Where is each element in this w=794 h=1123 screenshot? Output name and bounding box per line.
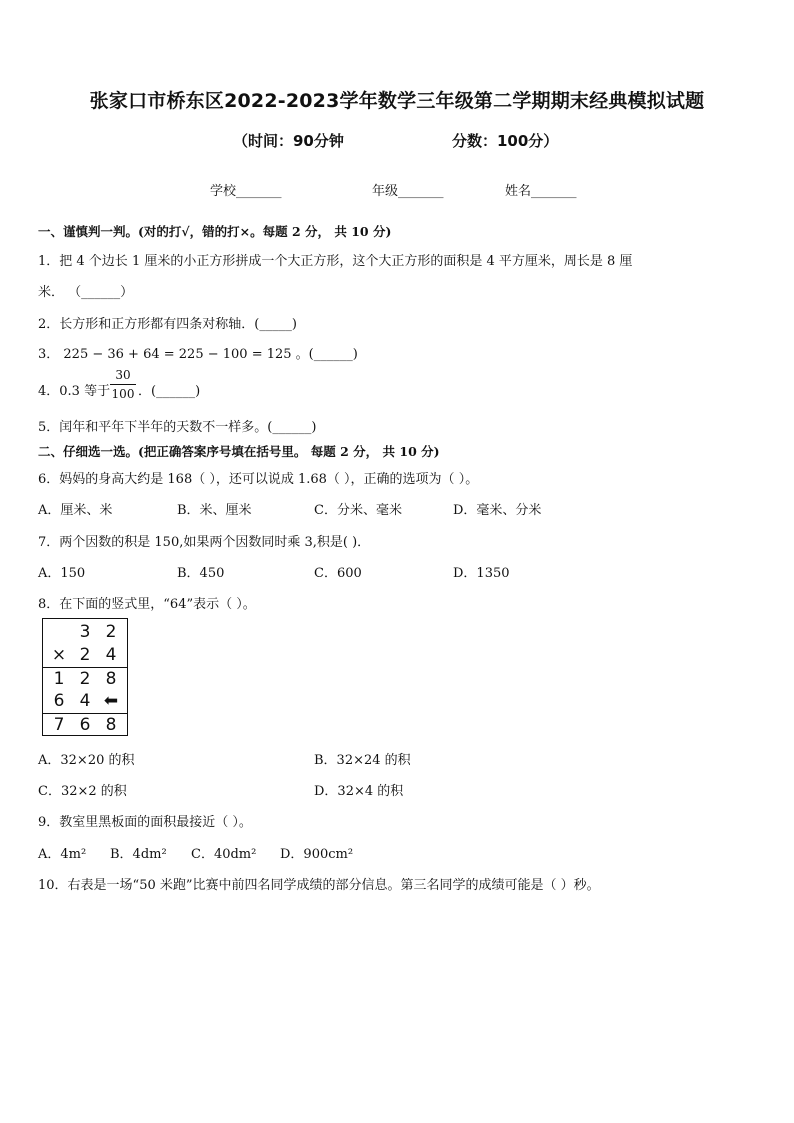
q9-option-d: D．900cm² xyxy=(280,847,354,862)
q7-option-a: A．150 xyxy=(38,566,86,581)
q9-option-a: A．4m² xyxy=(38,847,87,862)
digit: 2 xyxy=(105,622,117,642)
page-title: 张家口市桥东区2022-2023学年数学三年级第二学期期末经典模拟试题 xyxy=(89,90,705,112)
digit: 1 xyxy=(53,669,65,689)
school-field: 学校_______ xyxy=(210,184,282,199)
arrow-left-icon: ⬅ xyxy=(103,691,119,711)
name-field: 姓名_______ xyxy=(505,184,577,199)
q7-option-d: D．1350 xyxy=(453,566,510,581)
digit: 8 xyxy=(105,669,117,689)
vertical-row-partial1 xyxy=(43,668,127,690)
grade-field: 年级_______ xyxy=(372,184,444,199)
section2-header: 二、仔细选一选。(把正确答案序号填在括号里。 每题 2 分， 共 10 分) xyxy=(38,444,440,459)
q8-option-b: B．32×24 的积 xyxy=(314,753,411,768)
q9-option-c: C．40dm² xyxy=(191,847,257,862)
question-7: 7．两个因数的积是 150,如果两个因数同时乘 3,积是( )． xyxy=(38,535,371,550)
question-9: 9．教室里黑板面的面积最接近（ ）。 xyxy=(38,815,252,830)
question-8: 8．在下面的竖式里，“64”表示（ ）。 xyxy=(38,597,256,612)
exam-time: （时间：90分钟 xyxy=(233,132,344,150)
q8-option-d: D．32×4 的积 xyxy=(314,784,404,799)
times-sign: × xyxy=(51,645,67,665)
question-10: 10．右表是一场“50 米跑”比赛中前四名同学成绩的部分信息。第三名同学的成绩可能是（ ）秒。 xyxy=(38,878,600,893)
q7-option-c: C．600 xyxy=(314,566,362,581)
digit: 2 xyxy=(79,669,91,689)
q6-option-b: B．米、厘米 xyxy=(177,503,252,518)
digit: 4 xyxy=(79,691,91,711)
question-6: 6．妈妈的身高大约是 168（ ），还可以说成 1.68（ ），正确的选项为（ ）。 xyxy=(38,472,479,487)
q7-option-b: B．450 xyxy=(177,566,225,581)
section1-header: 一、谨慎判一判。(对的打√，错的打×。每题 2 分， 共 10 分) xyxy=(38,224,392,239)
digit: 7 xyxy=(53,715,65,735)
q6-option-a: A．厘米、米 xyxy=(38,503,113,518)
question-4-suffix: ．(______) xyxy=(138,384,201,399)
q6-option-c: C．分米、毫米 xyxy=(314,503,402,518)
vertical-row-partial2 xyxy=(43,690,127,712)
digit: 6 xyxy=(79,715,91,735)
q9-option-b: B．4dm² xyxy=(110,847,167,862)
digit: 4 xyxy=(105,645,117,665)
vertical-multiplication xyxy=(42,618,128,736)
digit: 8 xyxy=(105,715,117,735)
vertical-row-multiplicand xyxy=(43,621,127,643)
question-3: 3． 225 − 36 + 64 = 225 − 100 = 125 。(______) xyxy=(38,347,358,362)
q6-option-d: D．毫米、分米 xyxy=(453,503,542,518)
exam-score: 分数：100分） xyxy=(452,132,559,150)
digit: 6 xyxy=(53,691,65,711)
question-1-line2: 米． （______） xyxy=(38,285,134,300)
question-2: 2．长方形和正方形都有四条对称轴．(_____) xyxy=(38,317,297,332)
q8-option-c: C．32×2 的积 xyxy=(38,784,127,799)
question-1-line1: 1．把 4 个边长 1 厘米的小正方形拼成一个大正方形，这个大正方形的面积是 4 平方厘米，周长是 8 厘 xyxy=(38,254,633,269)
fraction xyxy=(110,368,136,402)
question-5: 5．闰年和平年下半年的天数不一样多。(______) xyxy=(38,420,317,435)
vertical-row-product xyxy=(43,714,127,736)
question-4-prefix: 4．0.3 等于 xyxy=(38,384,111,399)
vertical-row-multiplier xyxy=(43,644,127,666)
fraction-numerator: 30 xyxy=(110,368,136,385)
digit: 2 xyxy=(79,645,91,665)
fraction-denominator: 100 xyxy=(111,387,135,401)
digit: 3 xyxy=(79,622,91,642)
q8-option-a: A．32×20 的积 xyxy=(38,753,135,768)
